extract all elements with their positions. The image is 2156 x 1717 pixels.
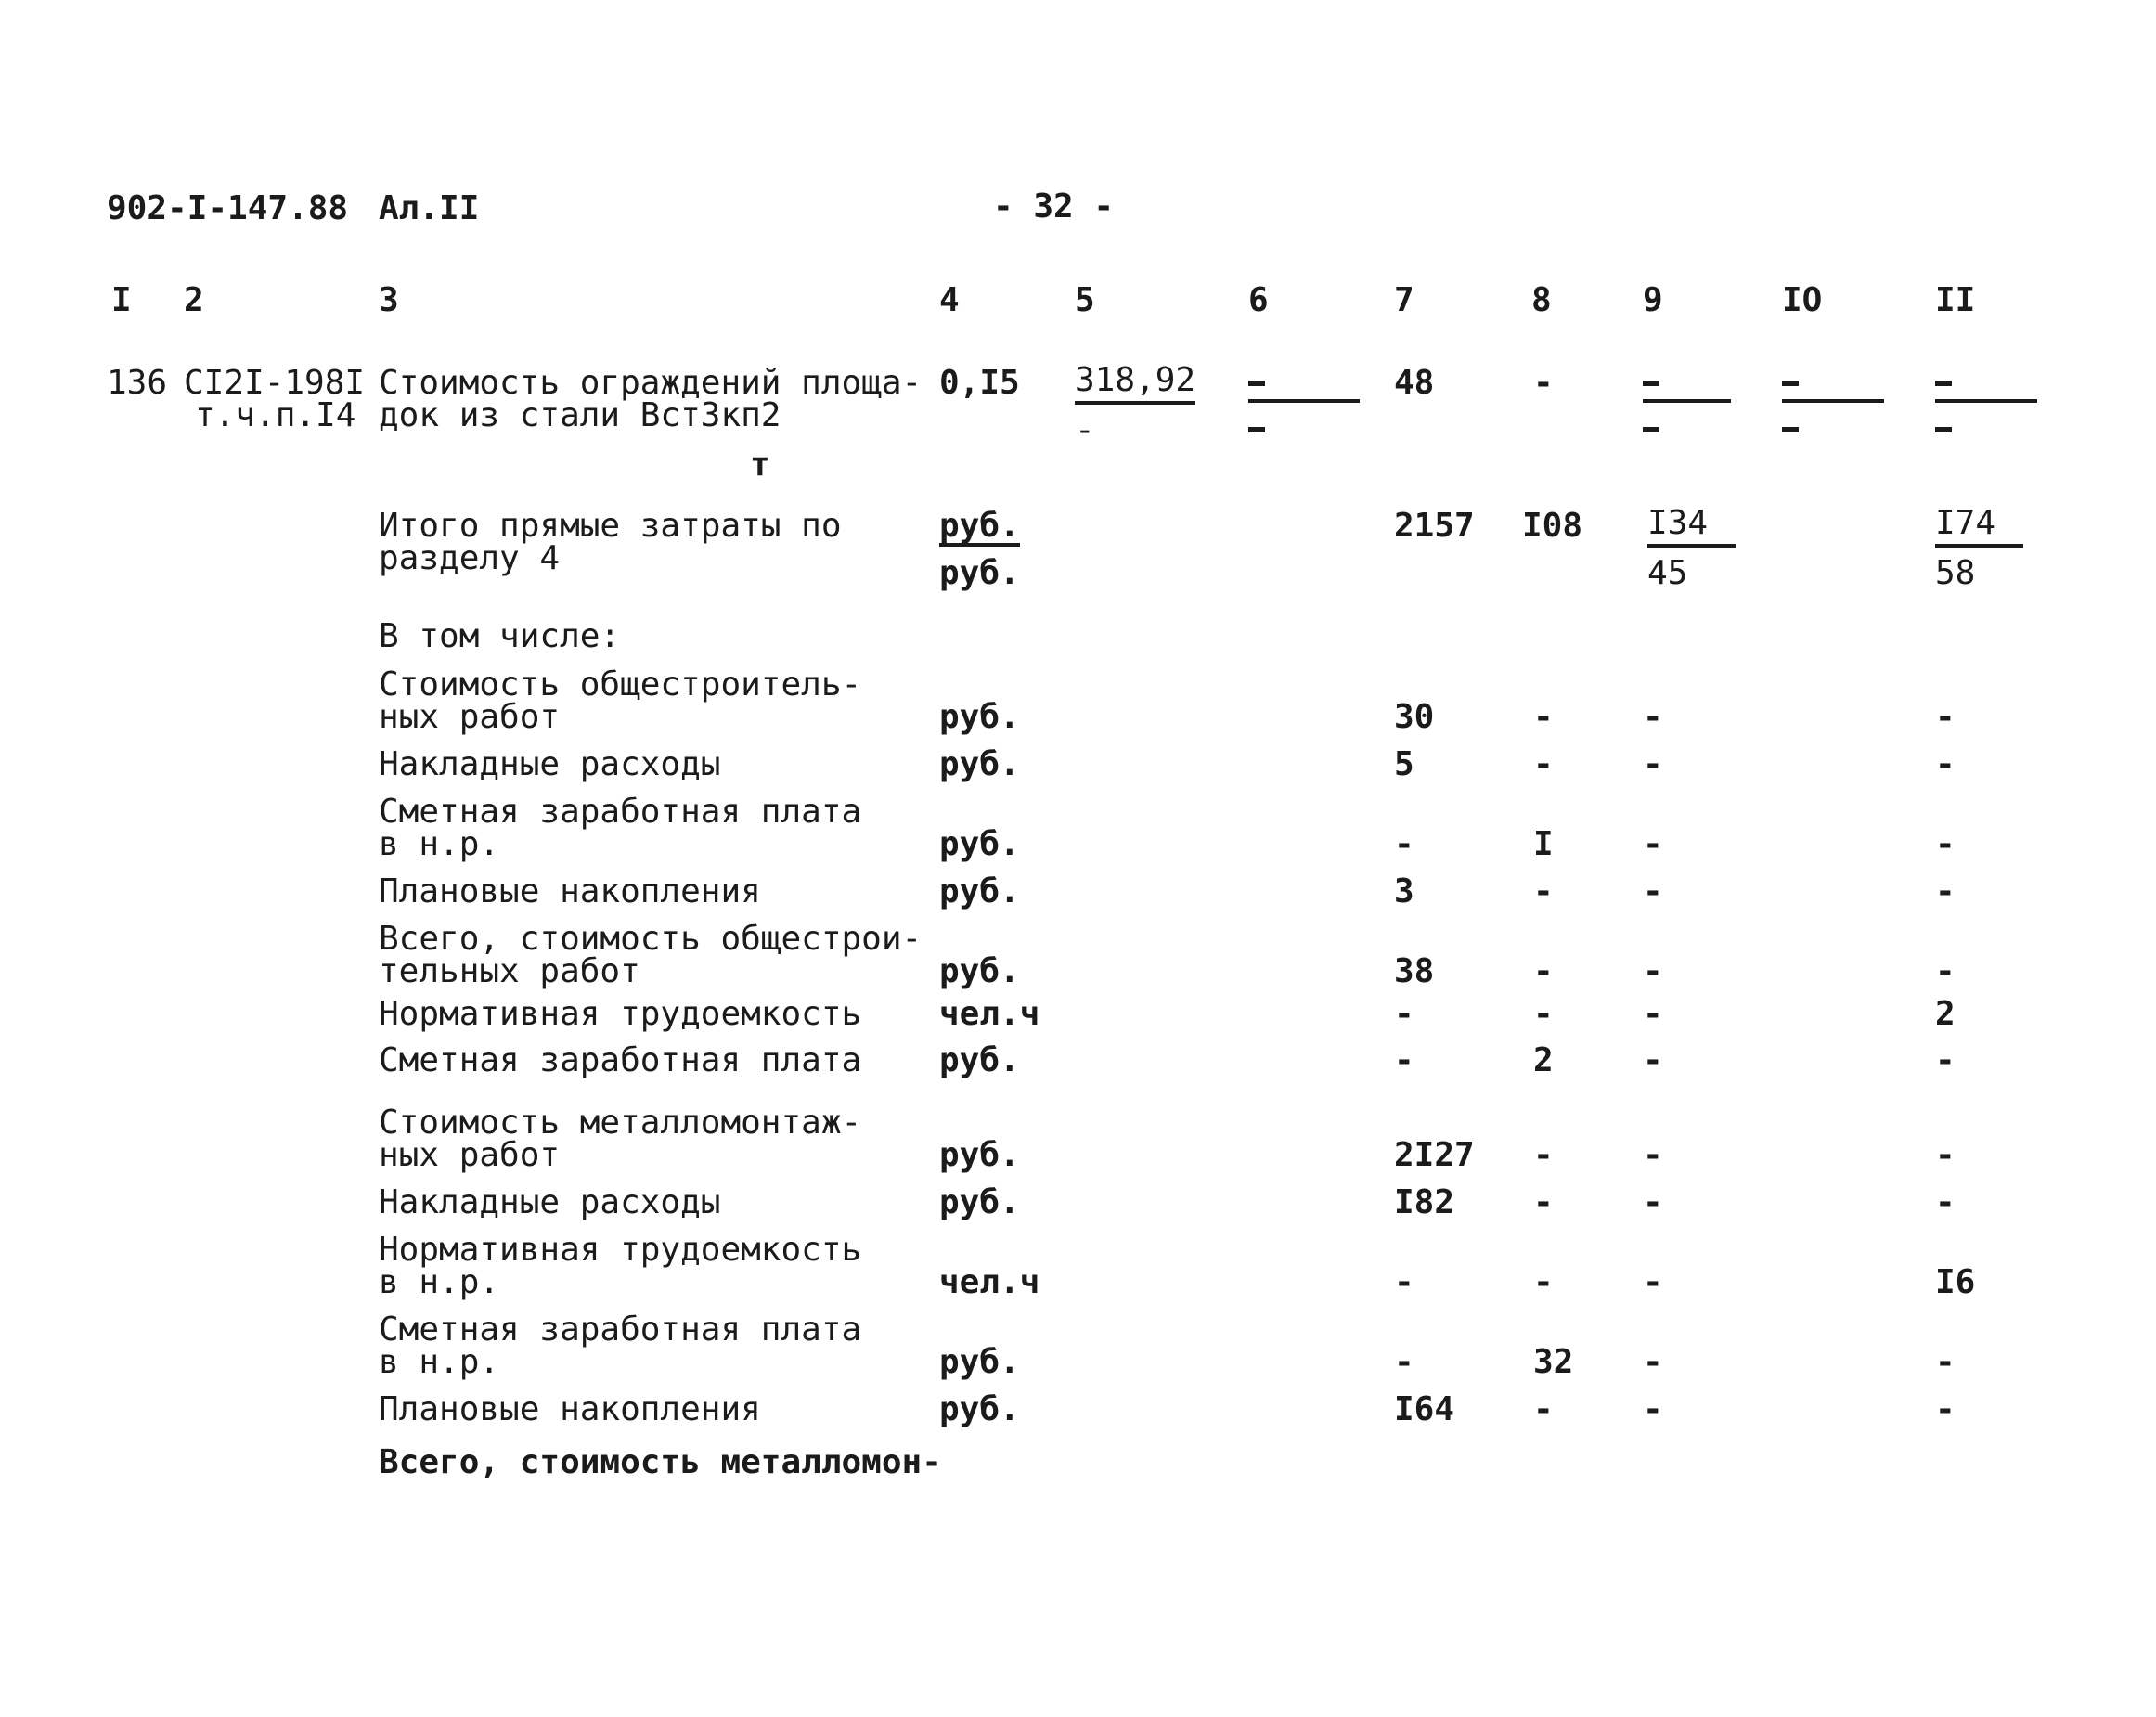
row-col11: - [1935, 952, 1956, 990]
row-col11: I6 [1935, 1263, 1976, 1301]
col9-fraction-line [1643, 399, 1731, 403]
row-col11: - [1935, 1183, 1956, 1221]
row-col11: 2 [1935, 995, 1956, 1033]
row-unit: руб. [939, 698, 1020, 736]
row-col7: - [1394, 1263, 1414, 1301]
row-label: Стоимость металломонтаж- [379, 1104, 862, 1142]
row-label: Всего, стоимость общестрои- [379, 920, 923, 958]
row-col9: - [1643, 872, 1663, 910]
page-number: - 32 - [993, 187, 1115, 226]
final-line: Всего, стоимость металломон- [379, 1443, 942, 1481]
row-col11: - [1935, 1041, 1956, 1079]
album-label: Ал.II [379, 189, 480, 227]
column-number-4: 4 [939, 281, 960, 319]
entry-description-2: док из стали ВстЗкп2 [379, 396, 781, 434]
column-number-1: I [111, 281, 132, 319]
row-col11: - [1935, 1343, 1956, 1381]
row-unit: руб. [939, 1183, 1020, 1221]
column-number-6: 6 [1248, 281, 1269, 319]
row-col9: - [1643, 1263, 1663, 1301]
row-label-continued: в н.р. [379, 1343, 500, 1381]
column-number-3: 3 [379, 281, 399, 319]
row-col8: I [1533, 825, 1554, 863]
row-col7: - [1394, 995, 1414, 1033]
column-number-8: 8 [1531, 281, 1552, 319]
row-label: Нормативная трудоемкость [379, 1231, 862, 1269]
row-unit: руб. [939, 1136, 1020, 1174]
total-col7: 2157 [1394, 507, 1475, 545]
row-col11: - [1935, 1136, 1956, 1174]
document-code: 902-I-147.88 [107, 189, 349, 227]
row-col7: 5 [1394, 745, 1414, 783]
row-col9: - [1643, 1390, 1663, 1428]
row-label: Накладные расходы [379, 745, 721, 783]
row-unit: руб. [939, 745, 1020, 783]
row-unit: руб. [939, 952, 1020, 990]
row-unit: руб. [939, 1390, 1020, 1428]
col10-dash-lower [1782, 427, 1799, 432]
col6-dash-lower [1248, 427, 1265, 432]
total-label-2: разделу 4 [379, 539, 561, 577]
row-col8: 32 [1533, 1343, 1574, 1381]
column-number-9: 9 [1643, 281, 1663, 319]
row-col9: - [1643, 1343, 1663, 1381]
total-col11: I74 58 [1935, 505, 2023, 592]
row-label: Нормативная трудоемкость [379, 995, 862, 1033]
row-col11: - [1935, 698, 1956, 736]
row-col11: - [1935, 1390, 1956, 1428]
row-unit: руб. [939, 872, 1020, 910]
row-col8: - [1533, 952, 1554, 990]
row-col8: - [1533, 872, 1554, 910]
row-label-continued: тельных работ [379, 952, 640, 990]
col10-dash [1782, 381, 1799, 386]
row-col8: - [1533, 1136, 1554, 1174]
row-col8: - [1533, 1263, 1554, 1301]
total-col8: I08 [1522, 507, 1583, 545]
row-col8: - [1533, 745, 1554, 783]
row-col7: I82 [1394, 1183, 1455, 1221]
col9-dash [1643, 381, 1659, 386]
row-label: Плановые накопления [379, 872, 761, 910]
row-label: Сметная заработная плата [379, 1041, 862, 1079]
entry-reference: CI2I-198I [184, 364, 366, 402]
row-label: Плановые накопления [379, 1390, 761, 1428]
col6-fraction-line [1248, 399, 1360, 403]
column-number-7: 7 [1394, 281, 1414, 319]
row-col8: - [1533, 1183, 1554, 1221]
row-col9: - [1643, 1041, 1663, 1079]
total-col9: I34 45 [1647, 505, 1736, 592]
column-number-5: 5 [1075, 281, 1095, 319]
row-label: Накладные расходы [379, 1183, 721, 1221]
entry-number: 136 [107, 364, 168, 402]
row-col8: - [1533, 995, 1554, 1033]
entry-unit-price: 318,92 - [1075, 361, 1196, 449]
row-col8: - [1533, 698, 1554, 736]
col11-fraction-line [1935, 399, 2037, 403]
row-col11: - [1935, 745, 1956, 783]
row-unit: чел.ч [939, 995, 1040, 1033]
row-col7: I64 [1394, 1390, 1455, 1428]
row-col7: 3 [1394, 872, 1414, 910]
total-unit: руб. [939, 507, 1020, 545]
column-number-2: 2 [184, 281, 204, 319]
row-unit: чел.ч [939, 1263, 1040, 1301]
row-label-continued: в н.р. [379, 825, 500, 863]
row-col7: 30 [1394, 698, 1435, 736]
row-col9: - [1643, 1136, 1663, 1174]
row-label-continued: ных работ [379, 1136, 561, 1174]
col11-dash [1935, 381, 1952, 386]
row-col9: - [1643, 1183, 1663, 1221]
col9-dash-lower [1643, 427, 1659, 432]
row-unit: руб. [939, 825, 1020, 863]
entry-description: Стоимость ограждений площа- [379, 364, 923, 402]
row-col9: - [1643, 825, 1663, 863]
row-label-continued: ных работ [379, 698, 561, 736]
row-col7: - [1394, 1343, 1414, 1381]
entry-description-unit: т [750, 445, 770, 484]
row-col9: - [1643, 995, 1663, 1033]
row-col7: 2I27 [1394, 1136, 1475, 1174]
row-label: Стоимость общестроитель- [379, 665, 862, 704]
including-heading: В том числе: [379, 617, 621, 655]
row-label: Сметная заработная плата [379, 793, 862, 831]
row-label-continued: в н.р. [379, 1263, 500, 1301]
col10-fraction-line [1782, 399, 1884, 403]
row-col7: - [1394, 1041, 1414, 1079]
row-col11: - [1935, 825, 1956, 863]
column-number-10: IO [1782, 281, 1823, 319]
row-col9: - [1643, 698, 1663, 736]
total-label: Итого прямые затраты по [379, 507, 842, 545]
row-col9: - [1643, 952, 1663, 990]
entry-col7: 48 [1394, 364, 1435, 402]
col11-dash-lower [1935, 427, 1952, 432]
row-col8: 2 [1533, 1041, 1554, 1079]
row-col11: - [1935, 872, 1956, 910]
column-number-11: II [1935, 281, 1976, 319]
row-unit: руб. [939, 1343, 1020, 1381]
entry-quantity: 0,I5 [939, 364, 1020, 402]
row-label: Сметная заработная плата [379, 1310, 862, 1349]
row-col7: 38 [1394, 952, 1435, 990]
row-col8: - [1533, 1390, 1554, 1428]
entry-reference-item: т.ч.п.I4 [195, 396, 356, 434]
row-col7: - [1394, 825, 1414, 863]
row-unit: руб. [939, 1041, 1020, 1079]
row-col9: - [1643, 745, 1663, 783]
total-unit-2: руб. [939, 554, 1020, 592]
entry-col8: - [1533, 364, 1554, 402]
col6-dash [1248, 381, 1265, 386]
